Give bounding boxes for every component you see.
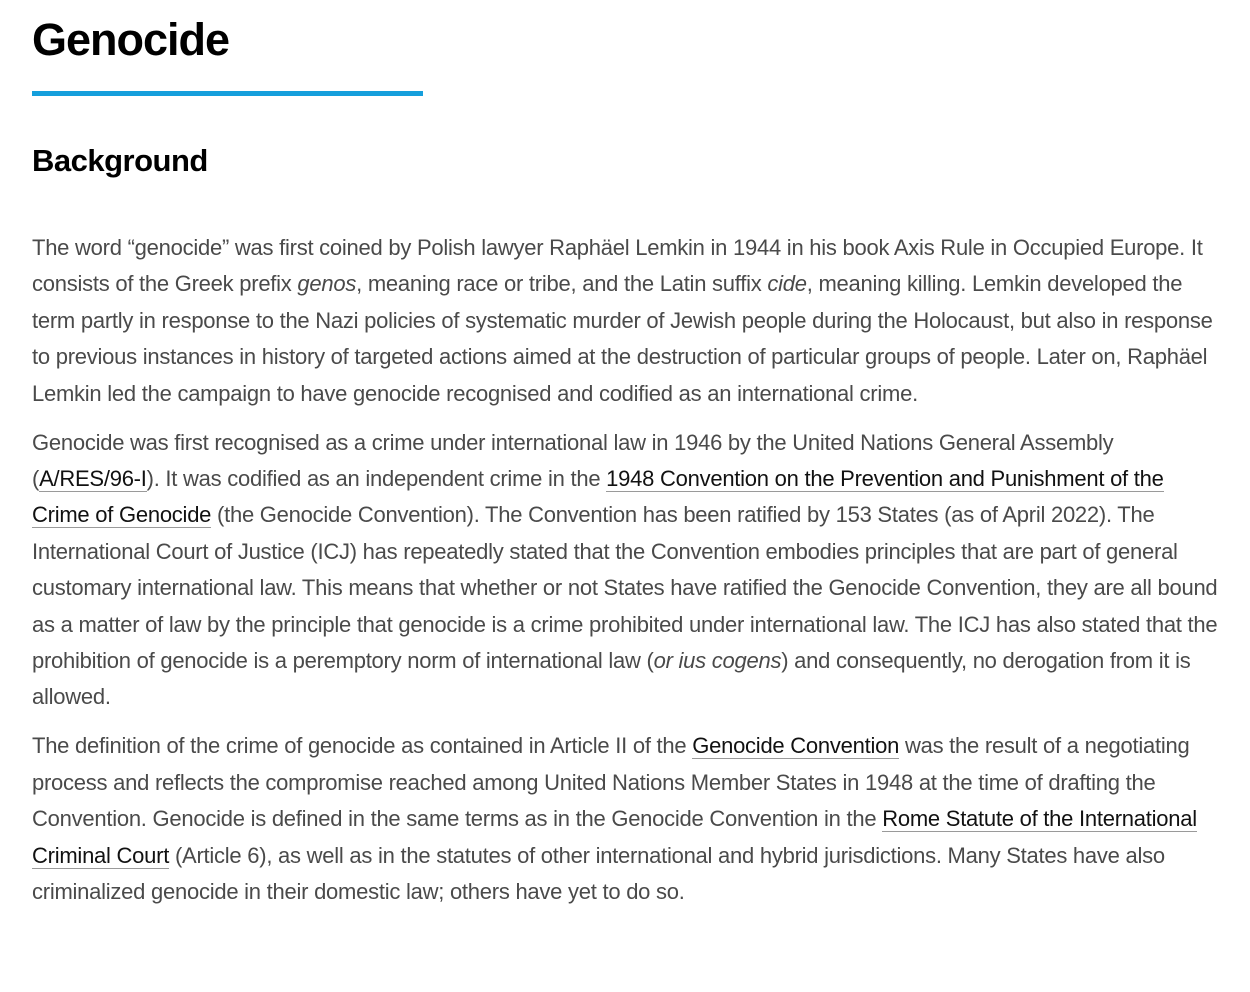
link-rome-statute[interactable]: Rome Statute of the International Criminal Court bbox=[32, 806, 1197, 868]
link-genocide-convention[interactable]: Genocide Convention bbox=[692, 733, 900, 759]
paragraph-definition bbox=[32, 728, 1222, 910]
paragraph-recognition-text-3: (the Genocide Convention). The Convention has been ratified by 153 States (as of April 2022). The International Court of Justice (ICJ) has repeatedly stated that the Convention embodies principles that are part of general customary international law. This means that whether or not States have ratified the Genocide Convention, they are all bound as a matter of law by the principle that genocide is a crime prohibited under international law. The ICJ has also stated that the prohibition of genocide is a peremptory norm of international law ( bbox=[32, 502, 1218, 673]
section-heading-background: Background bbox=[32, 143, 208, 178]
paragraph-origin-text-2: , meaning race or tribe, and the Latin suffix bbox=[356, 271, 768, 297]
term-genos: genos bbox=[297, 271, 357, 297]
paragraph-recognition-text-4: ) and consequently, no derogation from it is allowed. bbox=[32, 647, 1191, 710]
paragraph-recognition-text-1: Genocide was first recognised as a crime under international law in 1946 by the United Nations General Assembly ( bbox=[32, 429, 1114, 491]
paragraph-definition-text-3: (Article 6), as well as in the statutes of other international and hybrid jurisdictions. Many States have also criminalized genocide in their domestic law; others have yet to do so. bbox=[32, 842, 1165, 904]
paragraph-origin bbox=[32, 230, 1222, 412]
article-body bbox=[32, 230, 1222, 923]
page-title: Genocide bbox=[32, 14, 230, 65]
paragraph-recognition-text-2: ). It was codified as an independent crime in the bbox=[146, 465, 607, 491]
term-ius-cogens: or ius cogens bbox=[653, 647, 782, 673]
link-a-res-96-i[interactable]: A/RES/96-I bbox=[39, 465, 147, 491]
paragraph-definition-text-1: The definition of the crime of genocide as contained in Article II of the bbox=[32, 733, 693, 759]
link-1948-convention[interactable]: 1948 Convention on the Prevention and Punishment of the Crime of Genocide bbox=[32, 465, 1164, 528]
paragraph-recognition bbox=[32, 425, 1222, 716]
paragraph-origin-text-3: , meaning killing. Lemkin developed the term partly in response to the Nazi policies of systematic murder of Jewish people during the Holocaust, but also in response to previous instances in history of targeted actions aimed at the destruction of particular groups of people. Later on, Raphäel Lemkin led the campaign to have genocide recognised and codified as an international crime. bbox=[32, 271, 1213, 406]
paragraph-origin-text-1: The word “genocide” was first coined by Polish lawyer Raphäel Lemkin in 1944 in his book Axis Rule in Occupied Europe. It consists of the Greek prefix bbox=[32, 235, 1203, 297]
paragraph-definition-text-2: was the result of a negotiating process and reflects the compromise reached among United Nations Member States in 1948 at the time of drafting the Convention. Genocide is defined in the same terms as in the Genocide Convention in the bbox=[32, 733, 1190, 832]
term-cide: cide bbox=[767, 271, 807, 297]
title-underline bbox=[32, 91, 423, 96]
